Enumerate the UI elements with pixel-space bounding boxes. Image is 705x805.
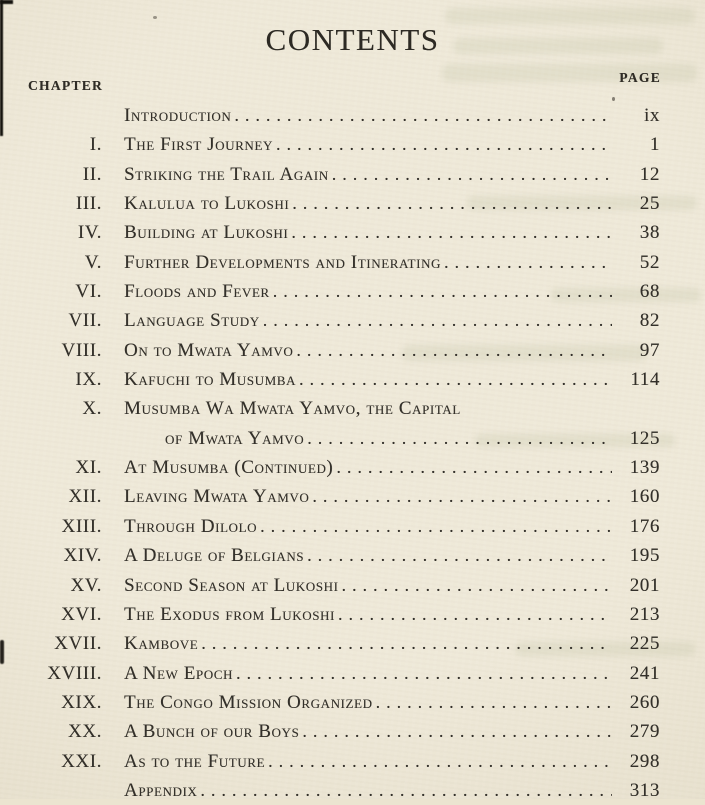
entry-title: Kalulua to Lukoshi [124, 193, 290, 215]
chapter-numeral: VII. [68, 310, 102, 332]
dot-leader [293, 336, 612, 364]
entry-page-number: 139 [629, 457, 660, 479]
entry-title: Introduction [124, 105, 232, 126]
toc-entry [30, 189, 660, 218]
entry-page-number: 125 [629, 427, 660, 449]
chapter-numeral: VIII. [61, 339, 102, 361]
chapter-numeral: II. [82, 163, 102, 185]
entry-title: Floods and Fever [124, 281, 270, 303]
ink-speck [153, 16, 157, 19]
dot-leader [197, 776, 612, 804]
entry-title: As to the Future [124, 750, 266, 772]
toc-entry [30, 277, 660, 306]
dot-leader [273, 130, 612, 158]
chapter-numeral: XV. [70, 574, 102, 596]
toc-entry [30, 659, 660, 688]
toc-entry [30, 218, 660, 247]
scan-artifact-top-corner [0, 0, 13, 4]
chapter-numeral: IX. [75, 369, 102, 391]
toc-entry [30, 306, 660, 335]
entry-title: The Exodus from Lukoshi [124, 603, 335, 625]
chapter-numeral: XII. [68, 486, 102, 508]
entry-page-number: 1 [649, 134, 660, 156]
entry-page-number: 241 [629, 662, 660, 684]
chapter-numeral: III. [75, 193, 102, 215]
entry-page-number: 279 [629, 721, 660, 743]
entry-page-number: 225 [629, 633, 660, 655]
entry-page-number: 114 [630, 369, 660, 391]
dot-leader [296, 365, 612, 393]
toc-entry [30, 512, 660, 541]
dot-leader [309, 482, 612, 510]
entry-title: A Bunch of our Boys [124, 721, 300, 743]
toc-entry [30, 629, 660, 658]
entry-title: Appendix [124, 779, 198, 801]
entry-title: At Musumba (Continued) [124, 457, 334, 479]
toc-entry [30, 160, 660, 189]
dot-leader [231, 101, 612, 129]
chapter-column-label: CHAPTER [28, 78, 104, 93]
dot-leader [373, 688, 612, 716]
toc-entry [30, 424, 660, 453]
toc-entry [30, 776, 660, 805]
chapter-numeral: XIX. [61, 691, 102, 713]
dot-leader [265, 747, 612, 775]
dot-leader [233, 659, 612, 687]
toc-entry [30, 747, 660, 776]
entry-title: On to Mwata Yamvo [124, 339, 294, 361]
entry-page-number: 313 [629, 779, 660, 801]
dot-leader [270, 277, 612, 305]
entry-page-number: 97 [639, 339, 660, 361]
entry-title: Further Developments and Itinerating [124, 251, 442, 273]
dot-leader [329, 160, 612, 188]
toc-entry [30, 571, 660, 600]
dot-leader [299, 717, 612, 745]
entry-page-number: 52 [639, 251, 660, 273]
chapter-numeral: XVI. [61, 603, 102, 625]
entry-title: Striking the Trail Again [124, 163, 329, 185]
dot-leader [257, 512, 612, 540]
entry-title: Kafuchi to Musumba [124, 369, 297, 391]
toc-entries [30, 101, 660, 805]
toc-entry [30, 600, 660, 629]
entry-page-number: 195 [629, 545, 660, 567]
chapter-numeral: XIV. [63, 545, 102, 567]
page-title: CONTENTS [265, 22, 440, 57]
dot-leader [441, 248, 612, 276]
entry-page-number: 25 [639, 193, 660, 215]
dot-leader [335, 600, 612, 628]
chapter-numeral: XX. [68, 721, 102, 743]
toc-entry [30, 453, 660, 482]
chapter-numeral: XVII. [54, 633, 102, 655]
entry-page-number: 176 [629, 515, 660, 537]
entry-page-number: 298 [629, 750, 660, 772]
toc-entry [30, 717, 660, 746]
dot-leader [198, 629, 612, 657]
entry-page-number: 213 [629, 603, 660, 625]
chapter-numeral: VI. [75, 281, 102, 303]
entry-title: A Deluge of Belgians [124, 545, 305, 567]
entry-title: A New Epoch [124, 662, 233, 684]
toc-entry [30, 336, 660, 365]
entry-title: Second Season at Lukoshi [124, 574, 339, 596]
entry-title: Building at Lukoshi [124, 222, 289, 244]
chapter-numeral: XI. [75, 457, 102, 479]
entry-page-number: 82 [639, 310, 660, 332]
page-column-label: PAGE [619, 70, 661, 85]
chapter-numeral: I. [89, 134, 102, 156]
dot-leader [333, 453, 612, 481]
toc-entry [30, 688, 660, 717]
toc-entry [30, 365, 660, 394]
entry-page-number: 201 [629, 574, 660, 596]
entry-title: Leaving Mwata Yamvo [124, 486, 310, 508]
toc-entry [30, 101, 660, 130]
entry-title: of Mwata Yamvo [165, 427, 305, 449]
toc-entry [30, 248, 660, 277]
entry-page-number: 260 [629, 691, 660, 713]
dot-leader [304, 424, 612, 452]
entry-page-number: 160 [629, 486, 660, 508]
entry-title: The First Journey [124, 134, 273, 156]
dot-leader [289, 189, 612, 217]
entry-title: The Congo Mission Organized [124, 691, 373, 713]
scan-artifact-left-edge [0, 0, 3, 136]
toc-entry [30, 482, 660, 511]
entry-page-number: 68 [639, 281, 660, 303]
chapter-numeral: XVIII. [47, 662, 102, 684]
dot-leader [260, 306, 612, 334]
chapter-numeral: IV. [77, 222, 102, 244]
entry-title: Musumba Wa Mwata Yamvo, the Capital [124, 398, 461, 420]
scan-artifact-left-mark [0, 640, 4, 664]
chapter-numeral: V. [84, 251, 102, 273]
entry-page-number: ix [644, 105, 660, 126]
toc-entry [30, 130, 660, 159]
chapter-numeral: XXI. [61, 750, 102, 772]
toc-entry [30, 541, 660, 570]
chapter-numeral: X. [82, 398, 102, 420]
entry-title: Through Dilolo [124, 515, 258, 537]
dot-leader [288, 218, 612, 246]
entry-title: Kambove [124, 633, 199, 655]
entry-page-number: 12 [639, 163, 660, 185]
dot-leader [304, 541, 612, 569]
chapter-numeral: XIII. [61, 515, 102, 537]
entry-title: Language Study [124, 310, 260, 332]
toc-entry [30, 394, 660, 423]
dot-leader [339, 571, 612, 599]
entry-page-number: 38 [639, 222, 660, 244]
